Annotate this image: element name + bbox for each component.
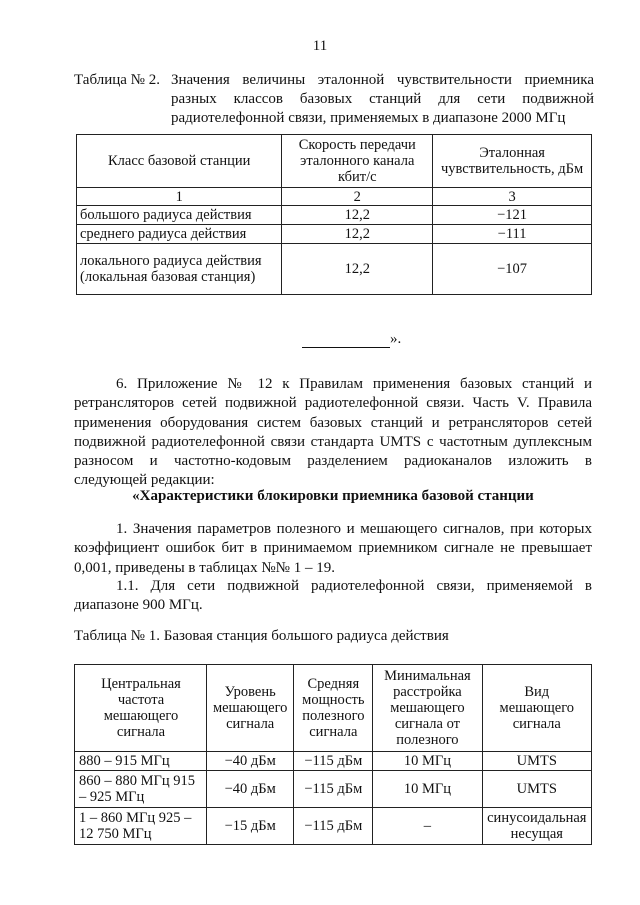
closing-quote: ». bbox=[390, 331, 402, 347]
table-cell: 10 МГц bbox=[373, 752, 482, 771]
table-header-cell: Класс базовой станции bbox=[77, 135, 282, 188]
paragraph-6: 6. Приложение № 12 к Правилам применения базовых станций и ретрансляторов сетей подвижной радиотелефонной связи. Часть V. Правила применения оборудования систем базовых станций и ретрансляторов сетей подвижной радиотелефонной связи стандарта UMTS с частотным дуплексным разносом и частотно-кодовым разделением радиоканалов изложить в следующей редакции: bbox=[74, 376, 592, 489]
table-row bbox=[77, 225, 592, 244]
table-cell: −121 bbox=[433, 206, 592, 225]
table-cell: 1 – 860 МГц 925 – 12 750 МГц bbox=[75, 808, 207, 845]
table2 bbox=[76, 134, 592, 295]
closing-mark bbox=[302, 331, 401, 348]
closing-underline bbox=[302, 333, 390, 348]
table-cell: −15 дБм bbox=[207, 808, 294, 845]
table-row bbox=[75, 752, 592, 771]
table-cell: −115 дБм bbox=[294, 752, 373, 771]
table-cell: −115 дБм bbox=[294, 771, 373, 808]
table-header-cell: Уровень мешающего сигнала bbox=[207, 665, 294, 752]
table-cell: – bbox=[373, 808, 482, 845]
table-header-cell: Скорость передачи эталонного канала кбит/с bbox=[282, 135, 433, 188]
table1 bbox=[74, 664, 592, 845]
table-cell: 10 МГц bbox=[373, 771, 482, 808]
table-cell: локального радиуса действия (локальная базовая станция) bbox=[77, 244, 282, 295]
table2-caption-text: Значения величины эталонной чувствительности приемника разных классов базовых станций для сети подвижной радиотелефонной связи, применяемых в диапазоне 2000 МГц bbox=[171, 72, 594, 126]
table-cell: 860 – 880 МГц 915 – 925 МГц bbox=[75, 771, 207, 808]
table-cell: −40 дБм bbox=[207, 752, 294, 771]
table-header-row bbox=[75, 665, 592, 752]
paragraph-1-1: 1.1. Для сети подвижной радиотелефонной связи, применяемой в диапазоне 900 МГц. bbox=[74, 578, 592, 614]
table-cell: среднего радиуса действия bbox=[77, 225, 282, 244]
table1-caption: Таблица № 1. Базовая станция большого радиуса действия bbox=[74, 628, 449, 644]
table-header-row bbox=[77, 135, 592, 188]
table-cell: 12,2 bbox=[282, 206, 433, 225]
table-header-cell: Вид мешающего сигнала bbox=[482, 665, 591, 752]
table-header-cell: Средняя мощность полезного сигнала bbox=[294, 665, 373, 752]
table-header-cell: Центральная частота мешающего сигнала bbox=[75, 665, 207, 752]
table-cell: большого радиуса действия bbox=[77, 206, 282, 225]
table-row bbox=[75, 808, 592, 845]
section-heading: «Характеристики блокировки приемника базовой станции bbox=[132, 488, 534, 504]
table-cell: −115 дБм bbox=[294, 808, 373, 845]
table-cell: 3 bbox=[433, 188, 592, 206]
table2-label: Таблица № 2. bbox=[74, 72, 160, 88]
table-cell: синусоидальная несущая bbox=[482, 808, 591, 845]
table-row bbox=[77, 244, 592, 295]
table-cell: 880 – 915 МГц bbox=[75, 752, 207, 771]
table-number-row bbox=[77, 188, 592, 206]
table-header-cell: Минимальная расстройка мешающего сигнала от полезного bbox=[373, 665, 482, 752]
table-row bbox=[77, 206, 592, 225]
table-cell: −111 bbox=[433, 225, 592, 244]
table-cell: −40 дБм bbox=[207, 771, 294, 808]
table-cell: 1 bbox=[77, 188, 282, 206]
paragraph-1: 1. Значения параметров полезного и мешающего сигналов, при которых коэффициент ошибок бит в принимаемом приемником сигнале не превышает 0,001, приведены в таблицах №№ 1 – 19. bbox=[74, 521, 592, 576]
table-cell: 12,2 bbox=[282, 244, 433, 295]
table-cell: 12,2 bbox=[282, 225, 433, 244]
table-cell: UMTS bbox=[482, 771, 591, 808]
table-cell: −107 bbox=[433, 244, 592, 295]
table-header-cell: Эталонная чувствительность, дБм bbox=[433, 135, 592, 188]
page-number: 11 bbox=[312, 38, 328, 54]
table-cell: 2 bbox=[282, 188, 433, 206]
table-row bbox=[75, 771, 592, 808]
table-cell: UMTS bbox=[482, 752, 591, 771]
